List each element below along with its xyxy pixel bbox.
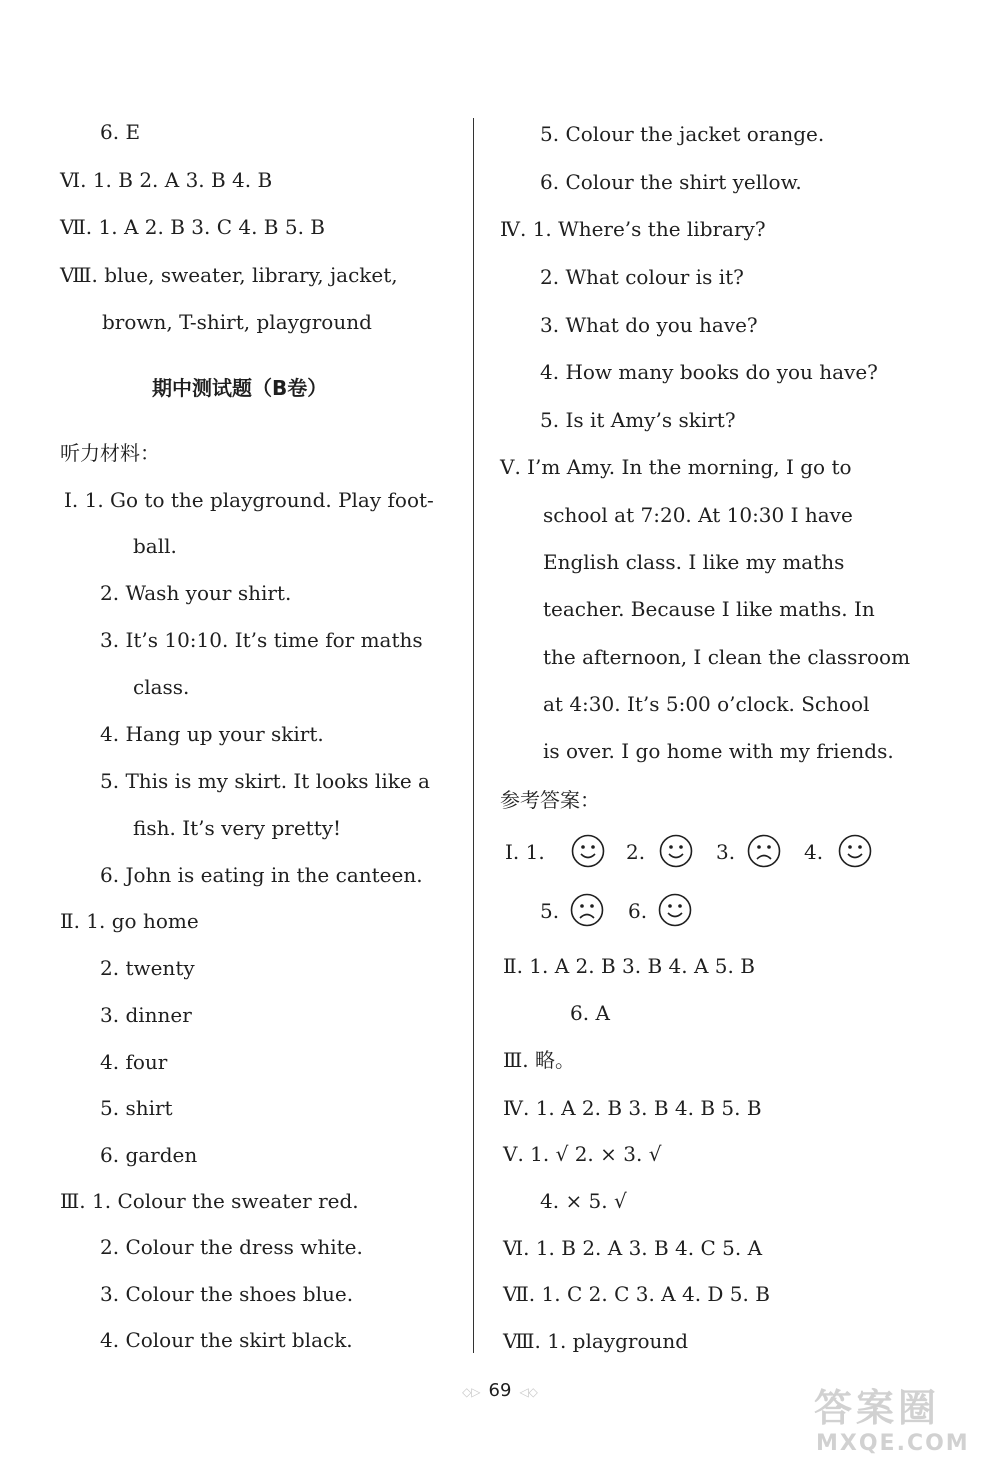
text-line: fish. It’s very pretty! — [133, 816, 342, 840]
text-line: 3. It’s 10:10. It’s time for maths — [100, 628, 423, 652]
text-line: at 4:30. It’s 5:00 o’clock. School — [543, 692, 870, 716]
page-number-value: 69 — [488, 1380, 512, 1401]
answer-line: brown, T-shirt, playground — [102, 310, 372, 334]
text-line: Ⅲ. 1. Colour the sweater red. — [60, 1189, 359, 1213]
text-line: is over. I go home with my friends. — [543, 739, 894, 763]
face-answer-label: 3. — [716, 840, 736, 864]
answer-line: Ⅵ. 1. B 2. A 3. B 4. C 5. A — [503, 1236, 763, 1260]
text-line: 5. This is my skirt. It looks like a — [100, 769, 430, 793]
text-line: 6. Colour the shirt yellow. — [540, 170, 802, 194]
text-line: Ⅰ. 1. Go to the playground. Play foot- — [64, 488, 434, 512]
face-answer-label: 4. — [804, 840, 824, 864]
answer-line: Ⅳ. 1. A 2. B 3. B 4. B 5. B — [503, 1096, 762, 1120]
text-line: class. — [133, 675, 190, 699]
text-line: 3. dinner — [100, 1003, 192, 1027]
listening-label: 听力材料： — [60, 441, 160, 465]
frown-face-icon — [570, 893, 604, 927]
page-deco-left-icon: ◇▷ — [462, 1385, 481, 1399]
smile-face-icon — [659, 834, 693, 868]
watermark-top: 答案圈 — [814, 1386, 941, 1430]
column-divider — [473, 118, 474, 1353]
text-line: Ⅴ. I’m Amy. In the morning, I go to — [500, 455, 852, 479]
smile-face-icon — [838, 834, 872, 868]
watermark-bottom: MXQE.COM — [816, 1431, 970, 1456]
watermark-logo — [814, 1377, 984, 1467]
text-line: English class. I like my maths — [543, 550, 845, 574]
answer-line: Ⅶ. 1. A 2. B 3. C 4. B 5. B — [60, 215, 325, 239]
text-line: 5. Is it Amy’s skirt? — [540, 408, 736, 432]
frown-face-icon — [747, 834, 781, 868]
text-line: 2. twenty — [100, 956, 195, 980]
smile-face-icon — [571, 834, 605, 868]
text-line: 2. What colour is it? — [540, 265, 744, 289]
text-line: Ⅱ. 1. go home — [60, 909, 199, 933]
text-line: the afternoon, I clean the classroom — [543, 645, 911, 669]
answer-line: Ⅵ. 1. B 2. A 3. B 4. B — [60, 168, 273, 192]
face-answer-label: Ⅰ. 1. — [505, 840, 545, 864]
text-line: Ⅳ. 1. Where’s the library? — [500, 217, 766, 241]
text-line: school at 7:20. At 10:30 I have — [543, 503, 853, 527]
text-line: 3. What do you have? — [540, 313, 758, 337]
face-answer-label: 2. — [626, 840, 646, 864]
answer-line: 6. A — [570, 1001, 610, 1025]
face-answer-label: 6. — [628, 899, 648, 923]
answer-line: 4. × 5. √ — [540, 1189, 627, 1213]
face-answer-label: 5. — [540, 899, 560, 923]
answer-line: Ⅲ. 略。 — [503, 1048, 576, 1072]
text-line: 2. Wash your shirt. — [100, 581, 292, 605]
smile-face-icon — [658, 893, 692, 927]
text-line: 5. Colour the jacket orange. — [540, 122, 825, 146]
text-line: 3. Colour the shoes blue. — [100, 1282, 354, 1306]
text-line: 2. Colour the dress white. — [100, 1235, 363, 1259]
text-line: 4. Colour the skirt black. — [100, 1328, 353, 1352]
section-title: 期中测试题（B卷） — [152, 376, 328, 400]
answer-line: 6. E — [100, 120, 141, 144]
answer-line: Ⅶ. 1. C 2. C 3. A 4. D 5. B — [503, 1282, 770, 1306]
answer-line: Ⅷ. 1. playground — [503, 1329, 689, 1353]
text-line: 4. How many books do you have? — [540, 360, 878, 384]
text-line: 5. shirt — [100, 1096, 173, 1120]
text-line: 6. John is eating in the canteen. — [100, 863, 423, 887]
text-line: 4. four — [100, 1050, 168, 1074]
answer-line: Ⅴ. 1. √ 2. × 3. √ — [503, 1142, 662, 1166]
text-line: 4. Hang up your skirt. — [100, 722, 324, 746]
text-line: ball. — [133, 534, 177, 558]
page-deco-right-icon: ◁◇ — [519, 1385, 538, 1399]
answer-line: Ⅱ. 1. A 2. B 3. B 4. A 5. B — [503, 954, 755, 978]
text-line: teacher. Because I like maths. In — [543, 597, 875, 621]
answer-line: Ⅷ. blue, sweater, library, jacket, — [60, 263, 398, 287]
answers-label: 参考答案： — [500, 788, 600, 812]
text-line: 6. garden — [100, 1143, 198, 1167]
